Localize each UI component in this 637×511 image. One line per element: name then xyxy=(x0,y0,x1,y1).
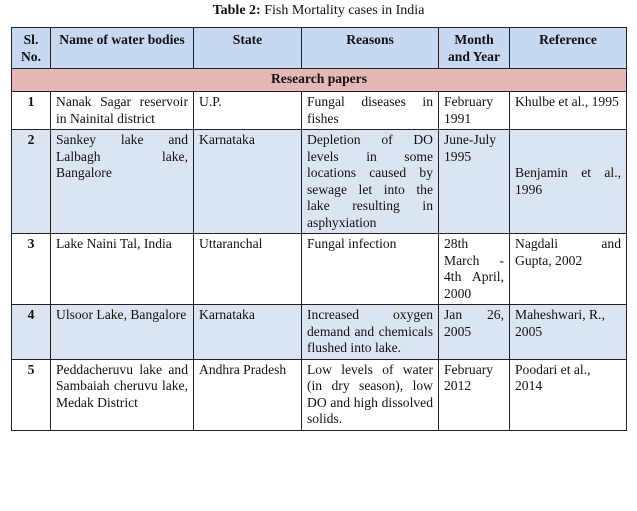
cell-month-year: February 2012 xyxy=(439,359,510,430)
cell-reason: Fungal infection xyxy=(302,234,439,305)
cell-reason: Fungal diseases in fishes xyxy=(302,92,439,130)
cell-sl-no: 1 xyxy=(12,92,51,130)
cell-reference: Maheshwari, R., 2005 xyxy=(510,305,627,360)
cell-reason: Depletion of DO levels in some locations caused by sewage let into the lake resulting in asphyxiation xyxy=(302,130,439,234)
cell-month-year: February 1991 xyxy=(439,92,510,130)
header-reasons: Reasons xyxy=(302,28,439,69)
cell-reference: Benjamin et al., 1996 xyxy=(510,130,627,234)
cell-sl-no: 5 xyxy=(12,359,51,430)
cell-water-body: Lake Naini Tal, India xyxy=(51,234,194,305)
header-water-body: Name of water bodies xyxy=(51,28,194,69)
header-state: State xyxy=(194,28,302,69)
caption-text: Fish Mortality cases in India xyxy=(260,3,425,18)
table-row xyxy=(12,305,627,360)
header-reference: Reference xyxy=(510,28,627,69)
cell-reason: Low levels of water (in dry season), low DO and high dissolved solids. xyxy=(302,359,439,430)
cell-sl-no: 3 xyxy=(12,234,51,305)
cell-water-body: Sankey lake and Lalbagh lake, Bangalore xyxy=(51,130,194,234)
cell-state: U.P. xyxy=(194,92,302,130)
table-row xyxy=(12,234,627,305)
cell-state: Uttaranchal xyxy=(194,234,302,305)
cell-month-year: Jan 26, 2005 xyxy=(439,305,510,360)
cell-water-body: Ulsoor Lake, Bangalore xyxy=(51,305,194,360)
cell-month-year: 28th March - 4th April, 2000 xyxy=(439,234,510,305)
table-caption xyxy=(0,2,637,20)
table-row xyxy=(12,130,627,234)
fish-mortality-table xyxy=(11,27,627,431)
cell-reference: Khulbe et al., 1995 xyxy=(510,92,627,130)
cell-state: Karnataka xyxy=(194,130,302,234)
cell-water-body: Nanak Sagar reservoir in Nainital district xyxy=(51,92,194,130)
header-month-year: Month and Year xyxy=(439,28,510,69)
cell-state: Karnataka xyxy=(194,305,302,360)
header-sl-no: Sl. No. xyxy=(12,28,51,69)
cell-sl-no: 2 xyxy=(12,130,51,234)
cell-state: Andhra Pradesh xyxy=(194,359,302,430)
cell-reference: Nagdali and Gupta, 2002 xyxy=(510,234,627,305)
header-row xyxy=(12,28,627,69)
table-row xyxy=(12,359,627,430)
cell-reference: Poodari et al., 2014 xyxy=(510,359,627,430)
cell-reason: Increased oxygen demand and chemicals flushed into lake. xyxy=(302,305,439,360)
cell-water-body: Peddacheruvu lake and Sambaiah cheruvu lake, Medak District xyxy=(51,359,194,430)
cell-sl-no: 4 xyxy=(12,305,51,360)
table-row xyxy=(12,92,627,130)
cell-month-year: June-July 1995 xyxy=(439,130,510,234)
caption-label: Table 2: xyxy=(212,3,261,18)
section-row xyxy=(12,69,627,92)
section-label: Research papers xyxy=(12,69,627,92)
